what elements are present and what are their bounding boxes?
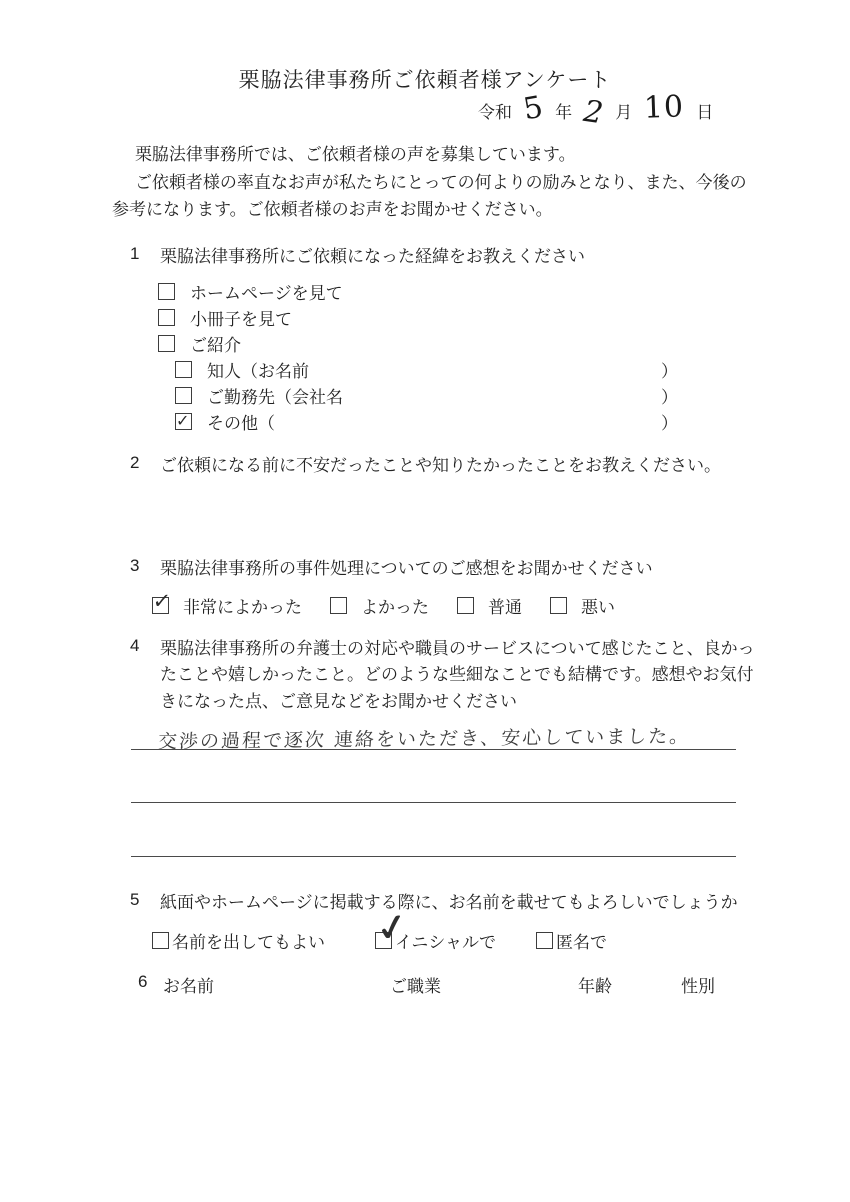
month-unit: 月 [615,103,633,122]
question-4-number: 4 [130,636,140,655]
question-5-text: 紙面やホームページに掲載する際に、お名前を載せてもよろしいでしょうか [160,893,738,912]
q1-option-list [158,278,678,434]
option-label: 悪い [581,598,615,618]
question-3-number: 3 [130,556,140,575]
checkbox-bad [550,597,567,614]
date-line [478,89,714,132]
day-unit: 日 [696,103,714,122]
q3-option-list [152,593,653,618]
intro-paragraph [112,141,760,224]
closing-paren: ） [661,387,678,407]
q1-option-referral [158,330,678,356]
answer-line-2 [131,802,736,803]
field-label-gender: 性別 [681,977,715,996]
field-label-age: 年齢 [578,977,612,996]
checkbox-referral [158,335,175,352]
option-label: イニシャルで [395,933,496,953]
intro-line-2: ご依頼者様の率直なお声が私たちにとっての何よりの励みとなり、また、今後の参考になります。ご依頼者様のお声をお聞かせください。 [112,172,747,220]
option-label: 名前を出してもよい [172,933,325,953]
handwritten-month: 2 [581,93,606,132]
handwritten-year: 5 [520,89,546,128]
question-3-text: 栗脇法律事務所の事件処理についてのご感想をお聞かせください [160,559,653,578]
option-label: 非常によかった [183,598,302,618]
q3-option-excellent [152,593,302,618]
question-6-number: 6 [138,972,148,991]
handwritten-answer: 交渉の過程で逐次 連絡をいただき、安心していました。 [157,725,691,753]
question-4-text: 栗脇法律事務所の弁護士の対応や職員のサービスについて感じたこと、良かったことや嬉しかったこと。どのような些細なことでも結構です。感想やお気付きになった点、ご意見などをお聞かせください [160,639,755,711]
checkbox-homepage [158,283,175,300]
question-1 [130,244,678,434]
option-label: 普通 [488,598,522,618]
option-label: その他（ [207,413,275,433]
year-unit: 年 [555,103,573,122]
q3-option-good [330,593,429,618]
q5-option-real-name [152,928,325,953]
closing-paren: ） [661,361,678,381]
checkbox-employer [175,387,192,404]
page-title: 栗脇法律事務所ご依頼者様アンケート [238,69,612,92]
checkbox-other [175,413,192,430]
option-label: 匿名で [555,933,607,953]
answer-line-3 [131,856,736,857]
checkbox-average [457,597,474,614]
checkbox-anonymous [536,932,553,949]
q5-option-initials [375,928,496,953]
question-2 [130,453,721,479]
checkbox-acquaintance [175,361,192,378]
option-label: よかった [361,598,429,618]
question-2-text: ご依頼になる前に不安だったことや知りたかったことをお教えください。 [160,456,721,475]
question-6 [138,972,758,996]
question-1-text: 栗脇法律事務所にご依頼になった経緯をお教えください [160,247,585,266]
checkbox-real-name [152,932,169,949]
q3-option-average [457,593,522,618]
handwritten-day: 10 [643,89,685,126]
option-label: ご紹介 [190,335,241,355]
question-1-number: 1 [130,244,140,263]
field-label-name: お名前 [163,977,214,996]
option-label: ご勤務先（会社名 [207,387,343,407]
checkbox-booklet [158,309,175,326]
q5-option-list [152,928,738,953]
intro-line-1: 栗脇法律事務所では、ご依頼者様の声を募集しています。 [134,145,576,164]
option-label: 小冊子を見て [190,309,292,329]
field-label-occupation: ご職業 [390,977,441,996]
checkbox-initials [375,932,392,949]
checkbox-excellent [152,597,169,614]
question-2-number: 2 [130,453,140,472]
option-label: 知人（お名前 [207,361,309,381]
q1-sub-option-employer [175,382,678,408]
q1-option-homepage [158,278,678,304]
q1-option-booklet [158,304,678,330]
question-4 [130,636,762,715]
checkbox-good [330,597,347,614]
closing-paren: ） [661,413,678,433]
q3-option-bad [550,593,615,618]
era-label: 令和 [478,103,512,122]
q1-sub-option-acquaintance [175,356,678,382]
question-5 [130,890,738,953]
q1-sub-option-list [175,356,678,434]
question-3 [130,556,653,618]
q1-sub-option-other [175,408,678,434]
q5-option-anonymous [536,928,607,953]
question-5-number: 5 [130,890,140,909]
answer-line-1 [131,749,736,750]
option-label: ホームページを見て [190,283,343,303]
